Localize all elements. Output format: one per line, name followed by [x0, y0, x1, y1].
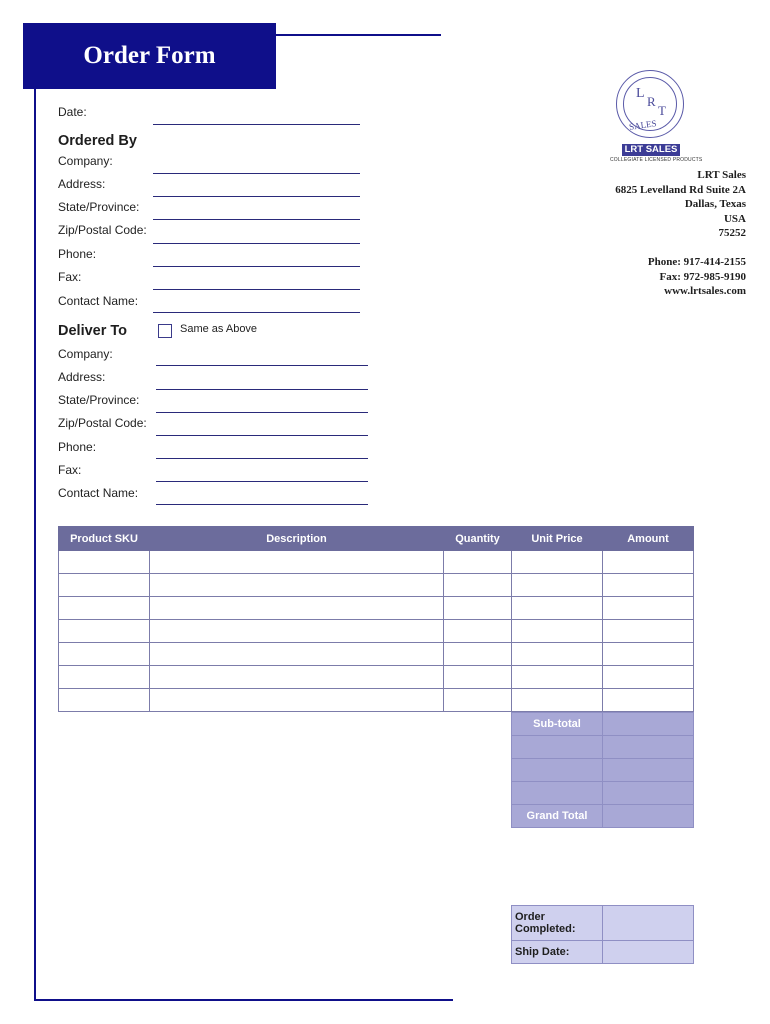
totals-extra-row [512, 782, 694, 805]
table-row [59, 620, 694, 643]
unit-price-cell[interactable] [512, 551, 603, 574]
table-row [59, 643, 694, 666]
column-header-unit-price: Unit Price [512, 527, 603, 551]
amount-cell[interactable] [603, 666, 694, 689]
amount-cell[interactable] [603, 643, 694, 666]
quantity-cell[interactable] [444, 689, 512, 712]
subtotal-label: Sub-total [512, 713, 603, 736]
sku-cell[interactable] [59, 643, 150, 666]
ordered-by-heading: Ordered By [58, 133, 137, 149]
company-address-block [615, 168, 746, 241]
logo-arc-text: SALES [628, 118, 658, 132]
ordered-by-address-label: Address: [58, 177, 106, 191]
description-cell[interactable] [150, 574, 444, 597]
totals-extra-label[interactable] [512, 759, 603, 782]
sku-cell[interactable] [59, 689, 150, 712]
table-row [59, 666, 694, 689]
deliver-to-heading: Deliver To [58, 323, 128, 339]
table-header-row [59, 527, 694, 551]
table-row [59, 597, 694, 620]
totals-extra-value[interactable] [603, 782, 694, 805]
subtotal-row [512, 713, 694, 736]
company-phone: Phone: 917-414-2155 [647, 256, 746, 268]
deliver-to-state-field[interactable] [156, 412, 368, 413]
unit-price-cell[interactable] [512, 597, 603, 620]
grand-total-value[interactable] [603, 805, 694, 828]
description-cell[interactable] [150, 551, 444, 574]
order-completed-row [512, 906, 694, 941]
sku-cell[interactable] [59, 574, 150, 597]
order-status-table [511, 905, 694, 964]
date-field[interactable] [153, 124, 360, 125]
unit-price-cell[interactable] [512, 689, 603, 712]
quantity-cell[interactable] [444, 574, 512, 597]
subtotal-value[interactable] [603, 713, 694, 736]
sku-cell[interactable] [59, 620, 150, 643]
column-header-amount: Amount [603, 527, 694, 551]
company-street: 6825 Levelland Rd Suite 2A [615, 183, 746, 196]
ordered-by-zip-label: Zip/Postal Code: [58, 223, 147, 237]
deliver-to-fax-field[interactable] [156, 481, 368, 482]
quantity-cell[interactable] [444, 597, 512, 620]
quantity-cell[interactable] [444, 620, 512, 643]
deliver-to-fax-label: Fax: [58, 463, 82, 477]
column-header-description: Description [150, 527, 444, 551]
company-zip: 75252 [718, 227, 746, 239]
deliver-to-address-field[interactable] [156, 389, 368, 390]
ship-date-row [512, 941, 694, 964]
grand-total-row [512, 805, 694, 828]
deliver-to-contact-field[interactable] [156, 504, 368, 505]
ordered-by-phone-label: Phone: [58, 247, 97, 261]
ordered-by-contact-label: Contact Name: [58, 294, 139, 308]
table-row [59, 574, 694, 597]
description-cell[interactable] [150, 597, 444, 620]
deliver-to-address-label: Address: [58, 370, 106, 384]
sku-cell[interactable] [59, 597, 150, 620]
deliver-to-contact-label: Contact Name: [58, 486, 139, 500]
ordered-by-state-label: State/Province: [58, 200, 140, 214]
logo-letter-r: R [647, 94, 656, 109]
company-fax: Fax: 972-985-9190 [659, 270, 746, 283]
ordered-by-zip-field[interactable] [153, 243, 360, 244]
ordered-by-state-field[interactable] [153, 219, 360, 220]
ordered-by-contact-field[interactable] [153, 312, 360, 313]
ordered-by-company-field[interactable] [153, 173, 360, 174]
unit-price-cell[interactable] [512, 643, 603, 666]
totals-extra-label[interactable] [512, 782, 603, 805]
ship-date-label: Ship Date: [512, 941, 603, 964]
ordered-by-fax-label: Fax: [58, 270, 82, 284]
title-banner [23, 23, 276, 89]
order-completed-label: Order Completed: [512, 906, 603, 941]
form-title: Order Form [83, 42, 216, 69]
deliver-to-company-label: Company: [58, 347, 113, 361]
same-as-above-label: Same as Above [180, 323, 258, 335]
totals-extra-value[interactable] [603, 736, 694, 759]
column-header-quantity: Quantity [444, 527, 512, 551]
totals-extra-row [512, 759, 694, 782]
amount-cell[interactable] [603, 689, 694, 712]
grand-total-label: Grand Total [512, 805, 603, 828]
column-header-sku: Product SKU [59, 527, 150, 551]
logo-tagline: COLLEGIATE LICENSED PRODUCTS [610, 157, 703, 163]
deliver-to-phone-label: Phone: [58, 440, 97, 454]
ordered-by-phone-field[interactable] [153, 266, 360, 267]
logo-letter-l: L [636, 86, 645, 101]
date-label: Date: [58, 105, 87, 119]
totals-extra-row [512, 736, 694, 759]
logo-wordmark: LRT SALES [622, 144, 680, 156]
amount-cell[interactable] [603, 597, 694, 620]
ship-date-value[interactable] [603, 941, 694, 964]
deliver-to-zip-label: Zip/Postal Code: [58, 416, 147, 430]
company-logo [610, 70, 703, 163]
deliver-to-phone-field[interactable] [156, 458, 368, 459]
totals-extra-value[interactable] [603, 759, 694, 782]
ordered-by-address-field[interactable] [153, 196, 360, 197]
description-cell[interactable] [150, 666, 444, 689]
sku-cell[interactable] [59, 666, 150, 689]
left-rule [34, 89, 36, 1001]
order-completed-value[interactable] [603, 906, 694, 941]
sku-cell[interactable] [59, 551, 150, 574]
order-items-table [58, 526, 694, 712]
bottom-rule [34, 999, 453, 1001]
totals-extra-label[interactable] [512, 736, 603, 759]
amount-cell[interactable] [603, 574, 694, 597]
description-cell[interactable] [150, 689, 444, 712]
quantity-cell[interactable] [444, 551, 512, 574]
amount-cell[interactable] [603, 551, 694, 574]
company-website[interactable]: www.lrtsales.com [664, 285, 746, 297]
unit-price-cell[interactable] [512, 574, 603, 597]
unit-price-cell[interactable] [512, 620, 603, 643]
company-name: LRT Sales [697, 169, 746, 181]
ordered-by-fax-field[interactable] [153, 289, 360, 290]
company-contact-block [648, 255, 746, 299]
description-cell[interactable] [150, 643, 444, 666]
ordered-by-company-label: Company: [58, 154, 113, 168]
deliver-to-company-field[interactable] [156, 365, 368, 366]
logo-letter-t: T [658, 103, 666, 118]
unit-price-cell[interactable] [512, 666, 603, 689]
table-row [59, 689, 694, 712]
company-city: Dallas, Texas [684, 198, 746, 210]
table-row [59, 551, 694, 574]
company-country: USA [723, 212, 746, 225]
same-as-above-checkbox[interactable] [158, 324, 172, 338]
quantity-cell[interactable] [444, 643, 512, 666]
top-rule [276, 34, 441, 36]
deliver-to-zip-field[interactable] [156, 435, 368, 436]
quantity-cell[interactable] [444, 666, 512, 689]
deliver-to-state-label: State/Province: [58, 393, 140, 407]
totals-table [511, 712, 694, 828]
amount-cell[interactable] [603, 620, 694, 643]
description-cell[interactable] [150, 620, 444, 643]
